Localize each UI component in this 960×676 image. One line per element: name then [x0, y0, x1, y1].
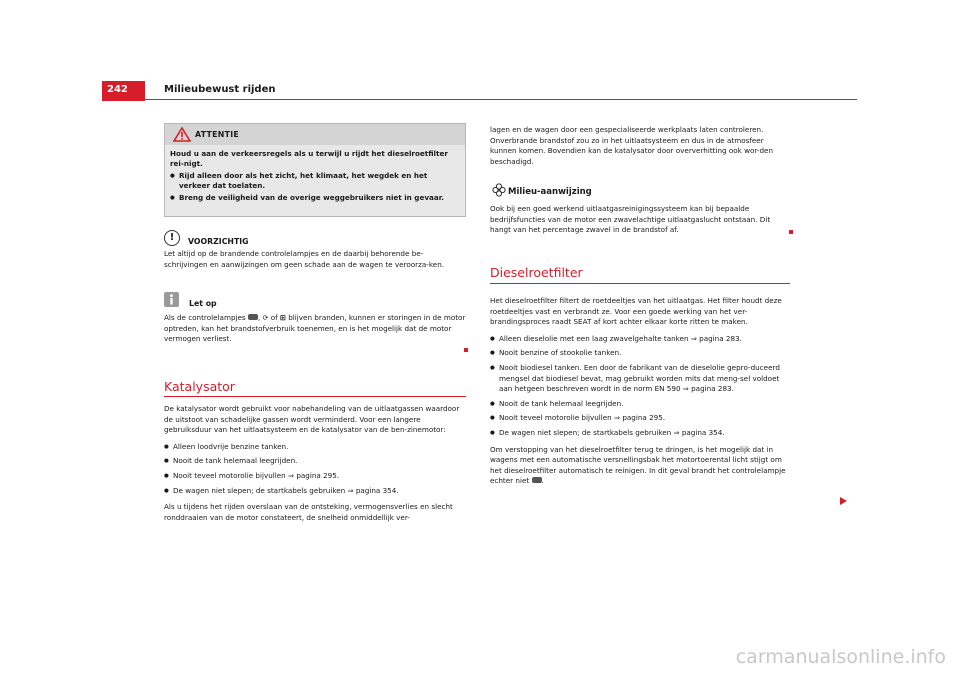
dieselroetfilter-bullet: ● Nooit benzine of stookolie tanken.: [490, 348, 790, 359]
katalysator-outro: Als u tijdens het rijden overslaan van de ontsteking, vermogensverlies en slecht ronddraaien van de motor constateert, de snelheid onmiddellijk ver-: [164, 502, 453, 522]
note-text-part: ,: [257, 313, 263, 322]
diesel-filter-lamp-icon: ⊞: [279, 313, 286, 322]
notice-paragraph: Let altijd op de brandende controlelampjes en de daarbij behorende be-schrijvingen en aanwijzingen om geen schade aan de wagen te veroorza-ken.: [164, 249, 445, 269]
section-heading-rule: [490, 283, 790, 284]
note-text-part: Als de controlelampjes: [164, 313, 248, 322]
section-end-marker: [464, 348, 468, 352]
dieselroetfilter-text: [490, 296, 790, 487]
section-heading-katalysator: Katalysator: [164, 379, 235, 394]
attention-box: [164, 123, 466, 217]
attention-body: [170, 149, 460, 204]
katalysator-bullet: ● Nooit teveel motorolie bijvullen ⇒ pagina 295.: [164, 471, 466, 482]
environment-paragraph: Ook bij een goed werkend uitlaatgasreinigingssysteem kan bij bepaalde bedrijfsfuncties van de motor een zwavelachtige uitlaatgaslucht ontstaan. Dit hangt van het percentage zwavel in de brandstof af.: [490, 204, 771, 235]
katalysator-bullet: ● Alleen loodvrije benzine tanken.: [164, 442, 466, 453]
notice-text: [164, 249, 464, 270]
dieselroetfilter-bullet: ● De wagen niet slepen; de startkabels gebruiken ⇒ pagina 354.: [490, 428, 790, 439]
dieselroetfilter-bullet: ● Nooit de tank helemaal leegrijden.: [490, 399, 790, 410]
note-title: Let op: [189, 299, 217, 308]
note-paragraph: [164, 313, 466, 345]
header-rule: [145, 99, 857, 100]
dieselroetfilter-outro-text: Om verstopping van het dieselroetfilter terug te dringen, is het mogelijk dat in wagens met een automatische versnellingsbak het motortoerental licht stijgt om het dieselroetfilter automatisch te reinigen. In dit geval brandt het controlelampje echter niet: [490, 444, 786, 486]
katalysator-bullet: ● Nooit de tank helemaal leegrijden.: [164, 456, 466, 467]
note-text-part: of: [268, 313, 280, 322]
section-heading-dieselroetfilter: Dieselroetfilter: [490, 265, 583, 280]
section-end-marker: [789, 230, 793, 234]
notice-title: VOORZICHTIG: [188, 237, 249, 246]
section-heading-rule: [164, 396, 466, 397]
katalysator-intro: De katalysator wordt gebruikt voor nabehandeling van de uitlaatgassen waardoor de uitstoot van schadelijke gassen wordt verminderd. Voor een langere gebruiksduur van het uitlaatsysteem en de katalysator van de ben-zinemotor:: [164, 404, 460, 435]
environment-flower-icon: [492, 183, 506, 197]
katalysator-text: [164, 404, 466, 523]
katalysator-continued: [490, 125, 790, 167]
engine-warning-lamp-icon: [532, 477, 542, 483]
attention-title: ATTENTIE: [195, 130, 240, 139]
dieselroetfilter-bullet: ● Alleen dieselolie met een laag zwavelgehalte tanken ⇒ pagina 283.: [490, 334, 790, 345]
note-text: [164, 313, 466, 345]
katalysator-bullet: ● De wagen niet slepen; de startkabels gebruiken ⇒ pagina 354.: [164, 486, 466, 497]
running-title: Milieubewust rijden: [164, 84, 276, 95]
warning-triangle-icon: [173, 127, 191, 142]
dieselroetfilter-outro: Om verstopping van het dieselroetfilter terug te dringen, is het mogelijk dat in wagens met een automatische versnellingsbak het motortoerental licht stijgt om het dieselroetfilter automatisch te reinigen. In dit geval brandt het controlelampje echter niet .: [490, 444, 786, 486]
note-info-icon: [164, 292, 179, 307]
dieselroetfilter-intro: Het dieselroetfilter filtert de roetdeeltjes van het uitlaatgas. Het filter houdt deze roetdeeltjes vast en verbrandt ze. Voor een goede werking van het ver-brandingsproces raadt SEAT af kort achter elkaar korte ritten te maken.: [490, 296, 782, 327]
watermark: carmanualsonline.info: [735, 646, 946, 668]
engine-warning-lamp-icon: [248, 314, 258, 320]
katalysator-continued-text: lagen en de wagen door een gespecialiseerde werkplaats laten controleren. Onverbrande brandstof zou zo in het uitlaatsysteem en dus in de atmosfeer kunnen komen. Bovendien kan de katalysator door oververhitting ook wor-den beschadigd.: [490, 125, 774, 166]
continue-arrow-icon: [840, 497, 847, 505]
page-number: 242: [107, 84, 128, 95]
attention-bullet: ● Rijd alleen door als het zicht, het klimaat, het wegdek en het verkeer dat toelaten.: [170, 171, 460, 192]
dieselroetfilter-bullet: ● Nooit biodiesel tanken. Een door de fabrikant van de dieselolie gepro-duceerd mengsel dat biodiesel bevat, mag gebruikt worden mits dat meng-sel voldoet aan hetgeen beschreven wordt in de norm EN 590 ⇒ pagina 283.: [490, 363, 790, 395]
environment-note-title: Milieu-aanwijzing: [508, 187, 592, 197]
dieselroetfilter-bullet: ● Nooit teveel motorolie bijvullen ⇒ pagina 295.: [490, 413, 790, 424]
attention-paragraph: Houd u aan de verkeersregels als u terwijl u rijdt het dieselroetfilter rei-nigt.: [170, 149, 448, 169]
exclamation-circle-icon: !: [164, 230, 180, 246]
note-text-part: blijven branden, kunnen er storingen in de motor optreden, kan het brandstofverbruik toenemen, en is het mogelijk dat de motor vermogen verliest.: [164, 313, 466, 344]
environment-note-text: [490, 204, 790, 236]
glow-plug-lamp-icon: ⟳: [262, 314, 269, 322]
attention-bullet: ● Breng de veiligheid van de overige weggebruikers niet in gevaar.: [170, 193, 460, 203]
